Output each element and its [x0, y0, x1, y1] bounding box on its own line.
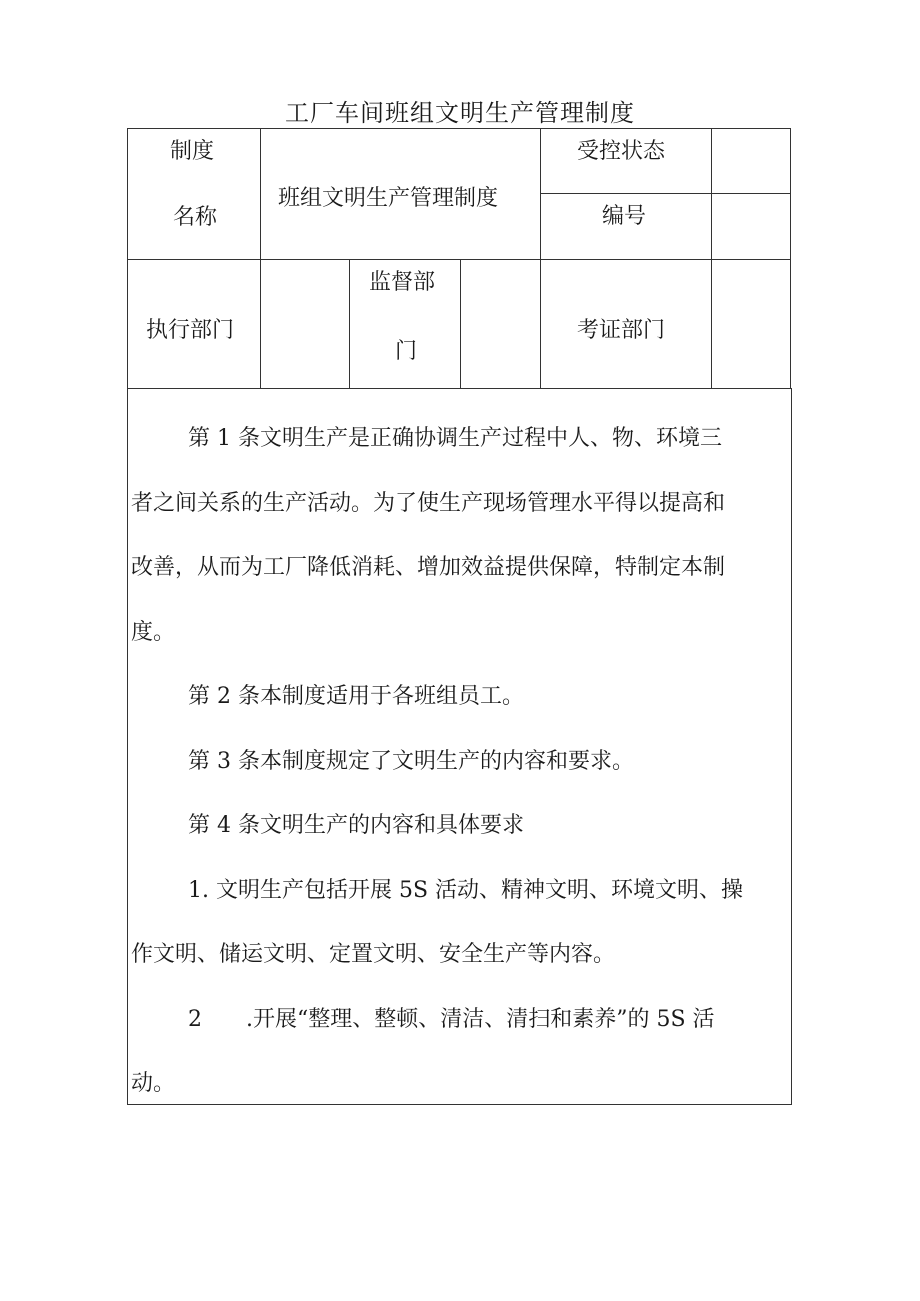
policy-name-value: 班组文明生产管理制度 — [278, 186, 499, 211]
label-verify-dept: 考证部门 — [577, 318, 666, 343]
paragraph-line: 动。 — [131, 1071, 176, 1096]
table-col-line-3 — [460, 259, 461, 388]
paragraph-line: 2 .开展“整理、整顿、清洁、清扫和素养”的 5S 活 — [188, 1007, 715, 1032]
table-divider-right — [540, 193, 791, 194]
paragraph-line: 改善，从而为工厂降低消耗、增加效益提供保障，特制定本制 — [131, 555, 726, 580]
table-border-top — [127, 128, 791, 129]
label-supervise-dept-line2: 门 — [395, 339, 418, 364]
paragraph-line: 1. 文明生产包括开展 5S 活动、精神文明、环境文明、操 — [188, 878, 744, 903]
paragraph-line: 第 3 条本制度规定了文明生产的内容和要求。 — [188, 749, 634, 774]
regulation-body — [127, 388, 792, 1105]
paragraph-line: 者之间关系的生产活动。为了使生产现场管理水平得以提高和 — [131, 491, 726, 516]
table-col-line-1 — [260, 128, 261, 388]
label-number: 编号 — [602, 204, 647, 229]
label-exec-dept: 执行部门 — [146, 318, 235, 343]
table-border-left — [127, 128, 128, 388]
table-col-line-5 — [711, 128, 712, 388]
paragraph-line: 第 4 条文明生产的内容和具体要求 — [188, 813, 524, 838]
table-col-line-2 — [349, 259, 350, 388]
paragraph-line: 作文明、储运文明、定置文明、安全生产等内容。 — [131, 942, 616, 967]
label-supervise-dept-line1: 监督部 — [369, 270, 436, 295]
paragraph-line: 第 2 条本制度适用于各班组员工。 — [188, 684, 524, 709]
table-divider-middle — [127, 259, 791, 260]
table-border-right — [790, 128, 791, 388]
paragraph-line: 度。 — [131, 620, 176, 645]
paragraph-line: 第 1 条文明生产是正确协调生产过程中人、物、环境三 — [188, 426, 722, 451]
table-col-line-4 — [540, 128, 541, 388]
label-control-status: 受控状态 — [577, 139, 666, 164]
document-title: 工厂车间班组文明生产管理制度 — [285, 99, 635, 127]
label-policy-name-line1: 制度 — [170, 139, 215, 164]
label-policy-name-line2: 名称 — [173, 205, 218, 230]
